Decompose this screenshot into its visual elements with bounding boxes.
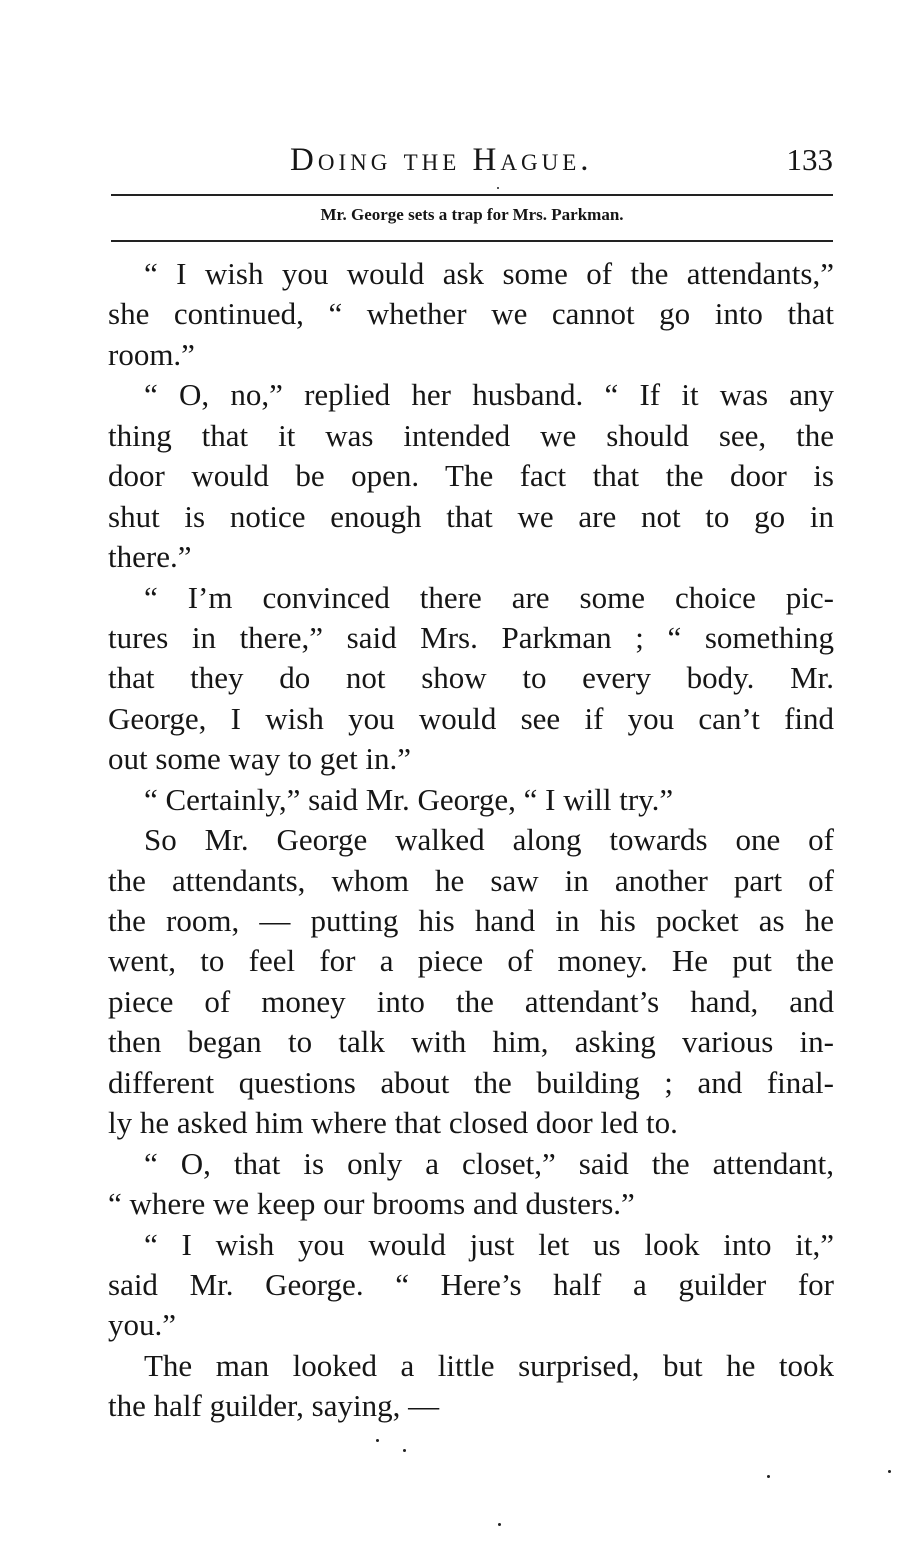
text-line: the room, — putting his hand in his pocket as he [108, 903, 834, 938]
print-speck [767, 1475, 770, 1478]
text-line: So Mr. George walked along towards one of [144, 822, 834, 858]
text-line: the half guilder, saying, — [108, 1388, 440, 1424]
text-line: “ where we keep our brooms and dusters.” [108, 1186, 635, 1222]
text-line: out some way to get in.” [108, 741, 412, 777]
text-line: thing that it was intended we should see, the [108, 417, 834, 453]
print-speck [498, 1523, 501, 1526]
print-speck [403, 1449, 406, 1452]
running-title: Doing the Hague. [290, 142, 593, 178]
text-line: The man looked a little surprised, but he took [144, 1347, 834, 1383]
text-line: “ O, no,” replied her husband. “ If it was any [144, 377, 834, 413]
text-line: George, I wish you would see if you can’t find [108, 700, 834, 736]
text-line: went, to feel for a piece of money. He put the [108, 943, 834, 979]
text-line: she continued, “ whether we cannot go into that [108, 296, 834, 332]
page-number: 133 [786, 142, 833, 177]
text-line: “ I wish you would ask some of the attendants,” [144, 256, 834, 291]
text-line: door would be open. The fact that the door is [108, 458, 834, 494]
text-line: shut is notice enough that we are not to go in [108, 498, 834, 534]
print-speck [497, 187, 499, 189]
print-speck [376, 1439, 379, 1442]
text-line: room.” [108, 336, 195, 372]
section-heading: Mr. George sets a trap for Mrs. Parkman. [320, 205, 624, 224]
text-line: ly he asked him where that closed door led to. [108, 1105, 678, 1141]
text-line: said Mr. George. “ Here’s half a guilder for [108, 1266, 834, 1302]
text-line: piece of money into the attendant’s hand, and [108, 983, 834, 1019]
text-line: “ I’m convinced there are some choice pic- [144, 579, 834, 615]
text-line: “ O, that is only a closet,” said the attendant, [144, 1145, 834, 1181]
top-rule [111, 194, 833, 196]
text-line: “ Certainly,” said Mr. George, “ I will try.” [144, 781, 674, 817]
print-speck [888, 1470, 891, 1473]
text-line: tures in there,” said Mrs. Parkman ; “ something [108, 619, 834, 655]
text-line: there.” [108, 539, 192, 575]
text-line: different questions about the building ; and final- [108, 1064, 834, 1100]
text-line: “ I wish you would just let us look into it,” [144, 1226, 834, 1262]
text-line: you.” [108, 1307, 177, 1343]
body-text [108, 254, 834, 1427]
text-line: that they do not show to every body. Mr. [108, 660, 834, 696]
running-head [110, 140, 833, 180]
text-line: then began to talk with him, asking various in- [108, 1024, 834, 1060]
text-line: the attendants, whom he saw in another part of [108, 862, 834, 898]
bottom-rule [111, 240, 833, 242]
